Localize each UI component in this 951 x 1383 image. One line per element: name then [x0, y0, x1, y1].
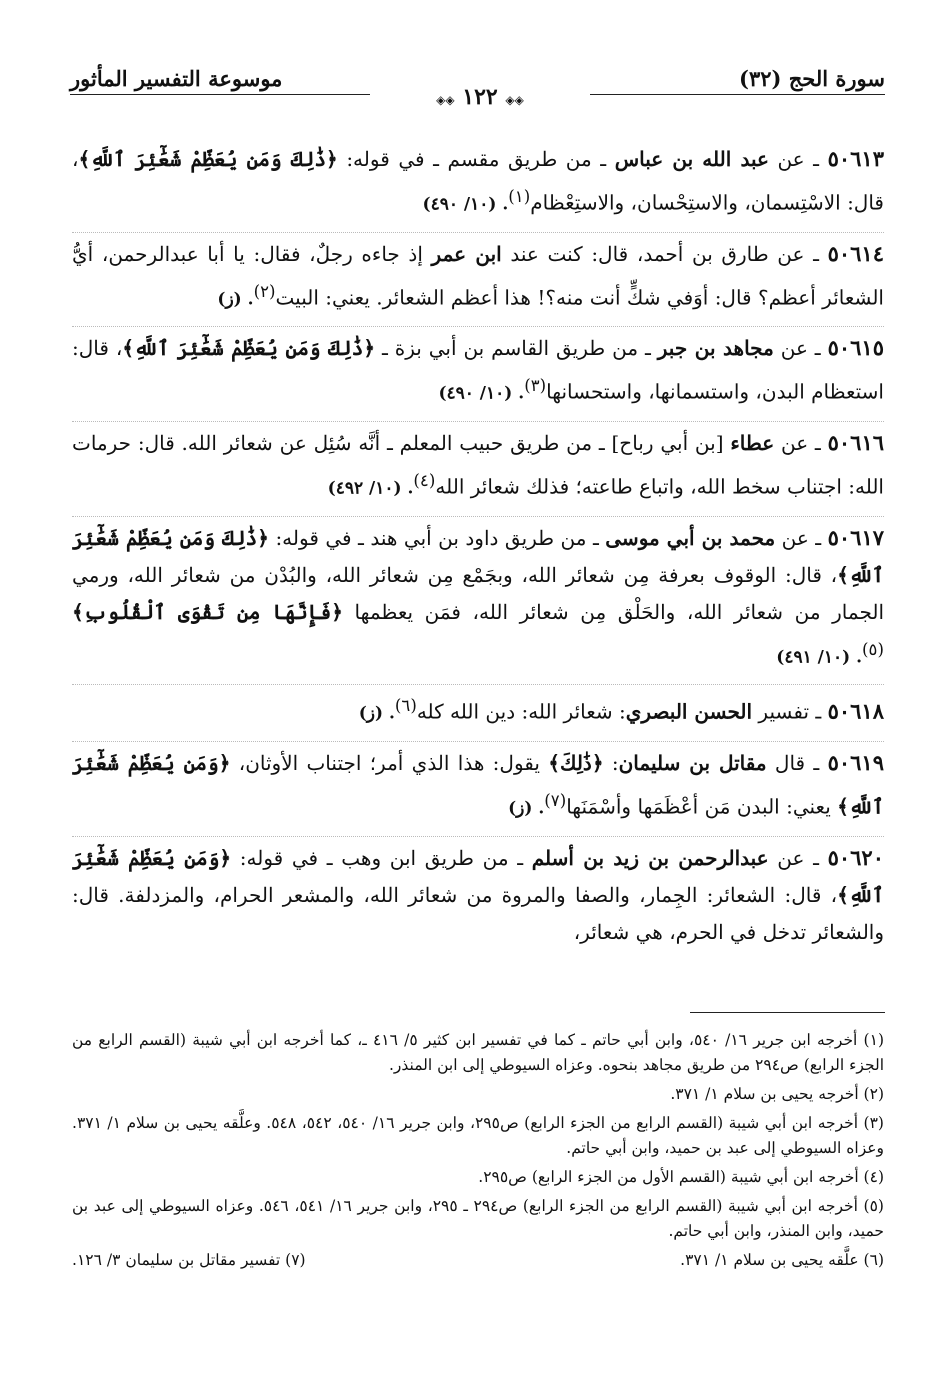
entry-body: إذ جاءه رجلٌ، فقال: يا أبا عبدالرحمن، أيُّ الشعائر أعظم؟ قال: أوَفي شكٍّ أنت منه؟! هذا أعظم الشعائر. يعني: البيت	[72, 241, 884, 310]
entry-50615	[72, 326, 884, 413]
footnote-6-7	[72, 1248, 884, 1273]
entry-author: مقاتل بن سليمان	[618, 750, 767, 775]
entry-50619	[72, 741, 884, 828]
entry-reference: . (١٠/ ٤٩٠)	[438, 383, 525, 404]
entry-reference: . (١٠/ ٤٩٢)	[327, 478, 414, 499]
entry-body: [بن أبي رباح] ـ من طريق حبيب المعلم ـ أنَّه سُئِل عن شعائر الله. قال: حرمات الله: اجتناب سخط الله، واتباع طاعته؛ فذلك شعائر الله	[72, 430, 884, 499]
entry-body: ـ من طريق ابن وهب ـ في قوله:	[231, 845, 532, 870]
main-text	[72, 138, 884, 959]
quran-quote-2: ﴿فَإِنَّهَا مِن تَقْوَى ٱلْقُلُوبِ﴾	[72, 599, 343, 624]
entry-prefix: ـ عن	[768, 845, 828, 870]
footnote-marker[interactable]: (٤)	[413, 470, 436, 490]
entry-number: ٥٠٦١٩	[827, 749, 884, 775]
entry-reference: . (ز)	[217, 289, 254, 310]
entry-number: ٥٠٦١٧	[827, 524, 885, 550]
entry-prefix: ـ عن	[774, 430, 828, 455]
entry-prefix: ـ عن طارق بن أحمد، قال: كنت عند	[501, 241, 828, 266]
entry-author: عبد الله بن عباس	[614, 147, 769, 171]
footnote-divider	[690, 1012, 885, 1013]
entry-prefix: ـ عن	[773, 336, 828, 361]
footnote-marker[interactable]: (٣)	[524, 376, 547, 396]
book-title: موسوعة التفسير المأثور	[70, 66, 283, 91]
footnotes	[72, 1028, 884, 1277]
entry-after: ، قال: الشعائر: الجِمار، والصفا والمروة من شعائر الله، والمشعر الحرام، والمزدلفة. قال: والشعائر تدخل في الحرم، هي شعائر،	[72, 882, 884, 944]
entry-reference: . (ز)	[358, 703, 395, 724]
entry-reference: . (ز)	[508, 798, 545, 819]
entry-body: ـ من طريق القاسم بن أبي بزة ـ	[375, 336, 658, 361]
entry-after: يقول: هذا الذي أمر؛ اجتناب الأوثان،	[230, 750, 549, 775]
footnote-3: (٣) أخرجه ابن أبي شيبة (القسم الرابع من الجزء الرابع) ص٢٩٥، وابن جرير ١٦/ ٥٤٠، ٥٤٢، ٥٤٨. وعلَّقه يحيى بن سلام ١/ ٣٧١. وعزاه السيوطي إلى عبد بن حميد، وابن أبي حاتم.	[72, 1114, 884, 1157]
footnote-7: (٧) تفسير مقاتل بن سليمان ٣/ ١٢٦.	[72, 1251, 306, 1269]
entry-reference: . (١٠/ ٤٩١)	[776, 647, 863, 668]
quran-quote-2: ﴿وَمَن يُعَظِّمْ شَعَٰٓئِرَ ٱللَّهِ﴾	[72, 750, 884, 819]
entry-prefix: ـ عن	[768, 147, 828, 171]
footnote-marker[interactable]: (٥)	[862, 639, 884, 659]
entry-number: ٥٠٦١٤	[827, 240, 884, 266]
entry-author: عبدالرحمن بن زيد بن أسلم	[531, 845, 769, 870]
footnote-1: (١) أخرجه ابن جرير ١٦/ ٥٤٠، وابن أبي حاتم ـ كما في تفسير ابن كثير ٥/ ٤١٦ ـ، كما أخرجه ابن أبي شيبة (القسم الرابع من الجزء الرابع) ص٢٩٤ من طريق مجاهد بنحوه. وعزاه السيوطي إلى ابن المنذر.	[72, 1031, 884, 1074]
footnote-marker[interactable]: (١)	[508, 187, 531, 206]
entry-50617	[72, 516, 884, 677]
page-number: ١٢٢	[462, 84, 498, 110]
entry-author: الحسن البصري	[625, 699, 753, 724]
quran-quote: ﴿ذَٰلِكَ﴾	[548, 750, 604, 775]
entry-number: ٥٠٦٢٠	[827, 844, 884, 870]
footnote-2: (٢) أخرجه يحيى بن سلام ١/ ٣٧١.	[670, 1085, 884, 1103]
footnote-marker[interactable]: (٧)	[544, 790, 567, 810]
footnote-6: (٦) علَّقه يحيى بن سلام ١/ ٣٧١.	[680, 1251, 884, 1269]
entry-50616	[72, 421, 884, 508]
entry-after: ، قال: الوقوف بعرفة مِن شعائر الله، وبجَمْع مِن شعائر الله، والبُدْن من شعائر الله، ورمي الجمار من شعائر الله، والحَلْق مِن شعائر الله، فمَن يعظمها	[72, 562, 885, 624]
quran-quote: ﴿ذَٰلِكَ وَمَن يُعَظِّمْ شَعَٰٓئِرَ ٱللَّهِ﴾	[122, 336, 376, 361]
entry-author: ابن عمر	[431, 241, 502, 266]
entry-body: : شعائر الله: دين الله كله	[416, 699, 626, 724]
entry-number: ٥٠٦١٥	[827, 335, 884, 361]
entry-50620	[72, 836, 884, 951]
entry-body: :	[603, 750, 619, 775]
footnote-marker[interactable]: (٦)	[394, 696, 417, 716]
quran-quote: ﴿وَمَن يُعَظِّمْ شَعَٰٓئِرَ ٱللَّهِ﴾	[72, 845, 884, 907]
quran-quote: ﴿ذَٰلِكَ وَمَن يُعَظِّمْ شَعَٰٓئِرَ ٱللَّهِ﴾	[72, 525, 884, 587]
entry-body: ـ من طريق مقسم ـ في قوله:	[337, 147, 615, 171]
quran-quote: ﴿ذَٰلِكَ وَمَن يُعَظِّمْ شَعَٰٓئِرَ ٱللَّهِ﴾	[78, 147, 338, 171]
entry-50613	[72, 138, 884, 224]
entry-50618	[72, 684, 884, 733]
entry-number: ٥٠٦١٦	[827, 429, 885, 455]
entry-number: ٥٠٦١٣	[827, 146, 884, 171]
ornament-right-icon: ◈◈	[505, 93, 524, 107]
entry-prefix: ـ قال	[766, 750, 828, 775]
entry-reference: . (١٠/ ٤٩٠)	[422, 194, 509, 215]
entry-after-2: يعني: البدن مَن أعْظَمَها وأسْمَنَها	[566, 794, 838, 819]
ornament-left-icon: ◈◈	[436, 93, 455, 107]
entry-prefix: ـ عن	[775, 525, 828, 550]
entry-author: محمد بن أبي موسى	[605, 525, 776, 550]
footnote-marker[interactable]: (٢)	[253, 281, 276, 301]
entry-author: عطاء	[730, 430, 775, 455]
page-number-block	[370, 84, 590, 110]
entry-body: ـ من طريق داود بن أبي هند ـ في قوله:	[268, 525, 606, 550]
footnote-5: (٥) أخرجه ابن أبي شيبة (القسم الرابع من الجزء الرابع) ص٢٩٤ ـ ٢٩٥، وابن جرير ١٦/ ٥٤١، ٥٤٦. وعزاه السيوطي إلى عبد بن حميد، وابن المنذر، وابن أبي حاتم.	[72, 1197, 884, 1240]
entry-number: ٥٠٦١٨	[827, 698, 884, 724]
page-header	[70, 62, 885, 112]
entry-author: مجاهد بن جبر	[657, 336, 774, 361]
entry-prefix: ـ تفسير	[752, 699, 828, 724]
entry-after: ، قال: استعظام البدن، واستسمانها، واستحسانها	[72, 336, 884, 404]
entry-50614	[72, 232, 884, 319]
surah-title: سورة الحج (٣٢)	[739, 66, 885, 91]
footnote-4: (٤) أخرجه ابن أبي شيبة (القسم الأول من الجزء الرابع) ص٢٩٥.	[478, 1168, 884, 1186]
entry-after: ، قال: الاسْتِسمان، والاستِحْسان، والاستِعْظام	[72, 147, 884, 215]
